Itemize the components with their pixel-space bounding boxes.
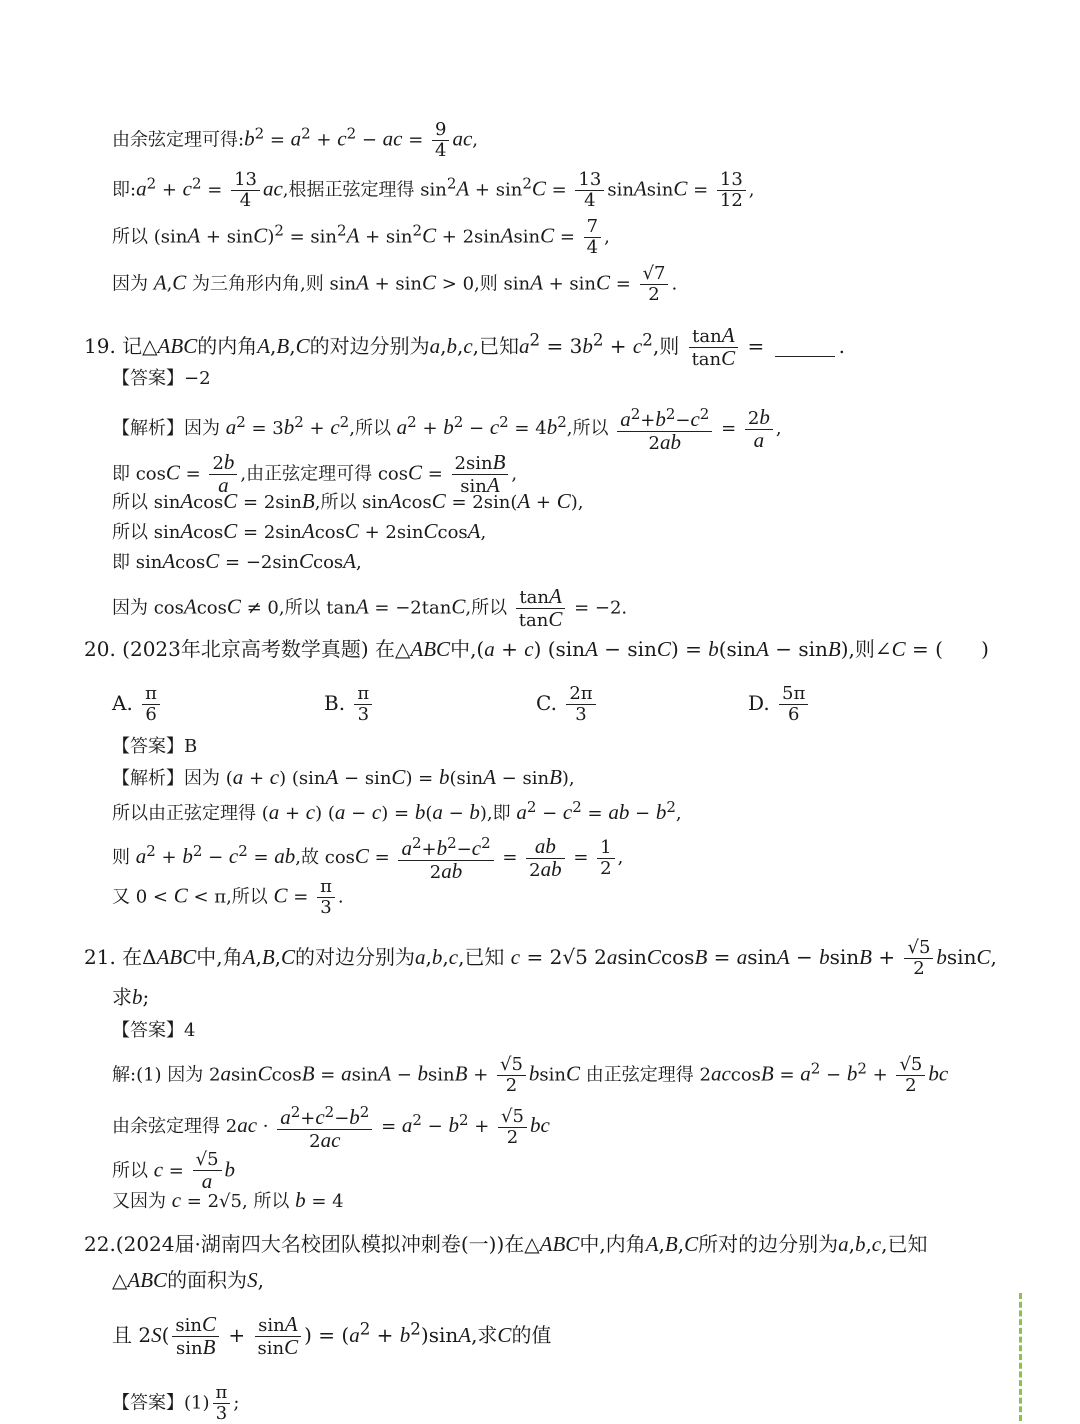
q19-sol-line-1: 【解析】因为 $a^2 = 3b^2 + c^2$,所以 $a^2 + b^2 - c^2 = 4b^2$,所以 $\frac{a^2+b^2-c^2}{2ab}$ = $\frac{2b}{a}$ , — [112, 404, 782, 454]
q19-sol-line-4: 所以 sinAcosC = 2sinAcosC + 2sinCcosA, — [112, 519, 487, 543]
q21-sol-line-2: 由余弦定理得 2ac · $\frac{a^2+c^2-b^2}{2ac}$ = $a^2 - b^2$ + $\frac{√5}{2}$ bc — [112, 1103, 550, 1152]
q19-sol-line-5: 即 sinAcosC = −2sinCcosA, — [112, 549, 362, 573]
q20-answer: 【答案】B — [112, 736, 198, 757]
q22-stem: 22.(2024届·湖南四大名校团队模拟冲刺卷(一))在△ABC中,内角A,B,C所对的边分别为a,b,c,已知 — [84, 1232, 928, 1256]
q19-sol-line-2: 即 cosC = $\frac{2b}{a}$ ,由正弦定理可得 cosC = $\frac{2\sin B}{\sin A}$ , — [112, 450, 518, 497]
q20-sol-line-4: 又 0 < C < π,所以 C = $\frac{\pi}{3}$ . — [112, 876, 344, 918]
decorative-dashed-line — [1019, 1293, 1022, 1421]
s1-line-3: 所以 $(\sin A + \sin C)^2 = \sin^2A + \sin^2C$ + 2sinAsinC = $\frac{7}{4}$ , — [112, 216, 610, 258]
q22-answer: 【答案】(1) $\frac{\pi}{3}$ ; — [112, 1382, 240, 1424]
s1-line-2: 即$:a^2 + c^2$ = $\frac{13}{4}$ ac,根据正弦定理得 $\sin^2A + \sin^2C$ = $\frac{13}{4}$ sinAsinC = $\frac{13}{12}$ , — [112, 169, 755, 211]
q19-sol-line-3: 所以 sinAcosC = 2sinB,所以 sinAcosC = 2sin(A + C), — [112, 489, 584, 513]
q20-option-a: A. $\frac{\pi}{6}$ — [112, 684, 163, 725]
q20-sol-line-2: 所以由正弦定理得 (a + c) (a − c) = b(a − b),即 $a^2 - c^2$ = ab − $b^2$, — [112, 798, 682, 824]
q21-sol-line-1: 解:(1) 因为 2asinCcosB = asinA − bsinB + $\frac{√5}{2}$ bsinC 由正弦定理得 $2accosB = a^2 - b^2$ + $\frac{√5}{2}$ bc — [112, 1054, 949, 1096]
q21-answer: 【答案】4 — [112, 1020, 196, 1041]
q19-answer: 【答案】−2 — [112, 368, 211, 389]
q22-stem-3: 且 2S( $\frac{\sin C}{\sin B}$ + $\frac{\sin A}{\sin C}$ ) = $(a^2 + b^2)\sin A$,求C的值 — [112, 1312, 552, 1359]
q20-option-d: D. $\frac{5\pi}{6}$ — [748, 684, 811, 725]
q20-stem: 20. (2023年北京高考数学真题) 在△ABC中,(a + c) (sinA − sinC) = b(sinA − sinB),则∠C = ( ) — [84, 637, 989, 661]
s1-line-1: 由余弦定理可得$:b^2 = a^2 + c^2$ − ac = $\frac{9}{4}$ ac, — [112, 119, 479, 161]
q20-sol-line-1: 【解析】因为 (a + c) (sinA − sinC) = b(sinA − sinB), — [112, 765, 575, 789]
q22-stem-2: △ABC的面积为S, — [112, 1268, 264, 1292]
q21-sol-line-3: 所以 c = $\frac{√5}{a}$ b — [112, 1149, 236, 1193]
q21-stem-2: 求b; — [112, 985, 150, 1009]
q21-sol-line-4: 又因为 c = 2√5, 所以 b = 4 — [112, 1188, 344, 1212]
q20-option-b: B. $\frac{\pi}{3}$ — [324, 684, 375, 725]
q20-option-c: C. $\frac{2\pi}{3}$ — [536, 684, 599, 725]
q19-sol-line-6: 因为 cosAcosC ≠ 0,所以 tanA = −2tanC,所以 $\frac{\tan A}{\tan C}$ = −2. — [112, 584, 628, 631]
q21-stem: 21. 在ΔABC中,角A,B,C的对边分别为a,b,c,已知 c = 2√5 2asinCcosB = asinA − bsinB + $\frac{√5}{2}$ bsinC, — [84, 937, 997, 979]
q20-sol-line-3: 则 $a^2 + b^2 - c^2$ = ab,故 cosC = $\frac{a^2+b^2-c^2}{2ab}$ = $\frac{ab}{2ab}$ = $\frac{1}{2}$ , — [112, 833, 624, 883]
s1-line-4: 因为 A,C 为三角形内角,则 sinA + sinC > 0,则 sinA + sinC = $\frac{√7}{2}$ . — [112, 263, 678, 305]
q19-stem: 19. 记△ABC的内角A,B,C的对边分别为a,b,c,已知$a^2 = 3b^2 + c^2$,则 $\frac{\tan A}{\tan C}$ = . — [84, 323, 845, 370]
answer-blank — [775, 356, 835, 357]
